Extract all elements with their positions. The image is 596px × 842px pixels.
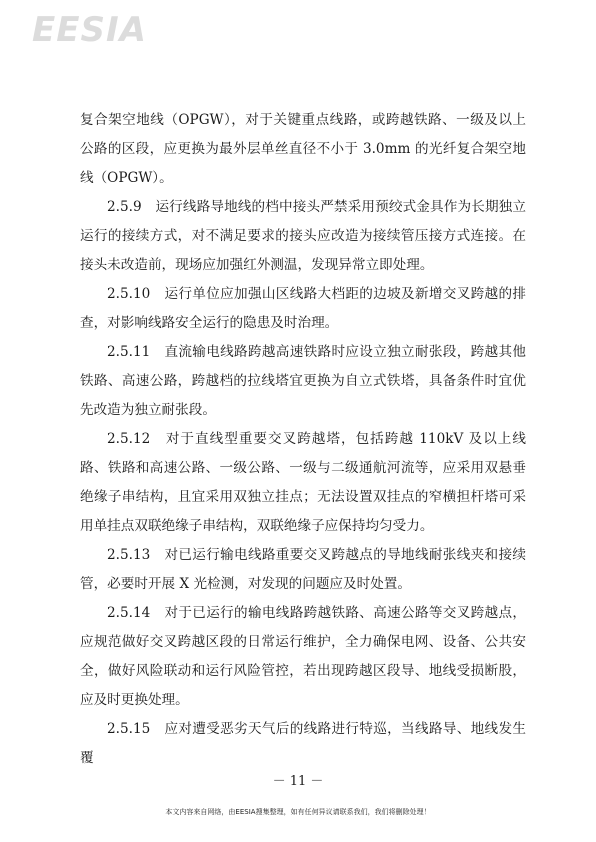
paragraph-continued: 复合架空地线（OPGW），对于关键重点线路，或跨越铁路、一级及以上公路的区段，应更换为最外层单丝直径不小于 3.0mm 的光纤复合架空地线（OPGW）。 [80, 112, 526, 186]
paragraph-2-5-13: 2.5.13 对已运行输电线路重要交叉跨越点的导地线耐张线夹和接续管，必要时开展 X 光检测，对发现的问题应及时处置。 [80, 547, 526, 592]
paragraph-2-5-12: 2.5.12 对于直线型重要交叉跨越塔，包括跨越 110kV 及以上线路、铁路和高速公路、一级公路、一级与二级通航河流等，应采用双悬垂绝缘子串结构，且宜采用双独立挂点；无法设置双挂点的窄横担杆塔可采用单挂点双联绝缘子串结构，双联绝缘子应保持均匀受力。 [80, 431, 526, 534]
footer-disclaimer: 本文内容来自网络，由EESIA搜集整理，如有任何异议请联系我们，我们将删除处理！ [165, 808, 431, 816]
eesia-logo: EESIA [32, 10, 147, 50]
paragraph-2-5-15: 2.5.15 应对遭受恶劣天气后的线路进行特巡，当线路导、地线发生覆 [80, 721, 526, 766]
paragraph-2-5-10: 2.5.10 运行单位应加强山区线路大档距的边坡及新增交叉跨越的排查，对影响线路安全运行的隐患及时治理。 [80, 286, 526, 331]
document-body [80, 106, 526, 773]
paragraph-2-5-11: 2.5.11 直流输电线路跨越高速铁路时应设立独立耐张段，跨越其他铁路、高速公路，跨越档的拉线塔宜更换为自立式铁塔，具备条件时宜优先改造为独立耐张段。 [80, 344, 526, 418]
paragraph-2-5-9: 2.5.9 运行线路导地线的档中接头严禁采用预绞式金具作为长期独立运行的接续方式，对不满足要求的接头应改造为接续管压接方式连接。在接头未改造前，现场应加强红外测温，发现异常立即处理。 [80, 199, 526, 273]
paragraph-2-5-14: 2.5.14 对于已运行的输电线路跨越铁路、高速公路等交叉跨越点，应规范做好交叉跨越区段的日常运行维护，全力确保电网、设备、公共安全，做好风险联动和运行风险管控，若出现跨越区段导、地线受损断股，应及时更换处理。 [80, 605, 526, 708]
page-number: － 11 － [272, 774, 324, 789]
